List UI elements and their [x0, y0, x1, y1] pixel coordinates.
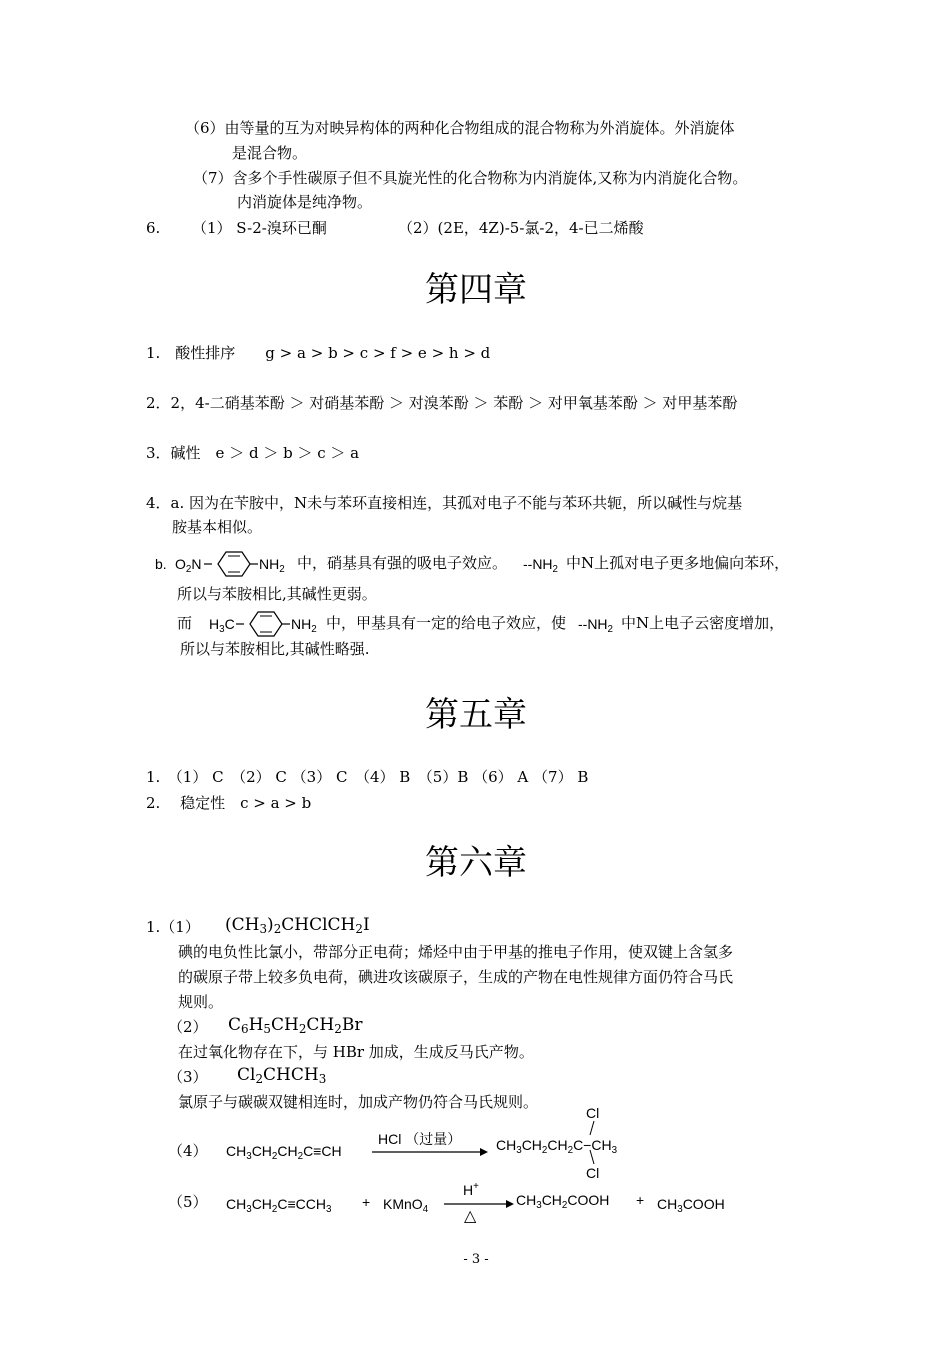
reaction-5-condition-top: H+: [463, 1181, 479, 1198]
question-6-answer-1: （1） S-2-溴环已酮: [192, 219, 327, 237]
amino-group-ref: $--NH_2$: [523, 556, 558, 575]
chapter-5-title: 第五章: [425, 695, 527, 735]
ch6-question-1-text-line-3: 规则。: [178, 993, 224, 1011]
methyl-group-label: $H_3C$: [209, 616, 235, 635]
ch6-question-5-label: （5）: [168, 1193, 208, 1211]
ch6-question-3-formula: $Cl_2CHCH_3$: [237, 1065, 327, 1086]
ch4-question-4b-text-2: 中N上孤对电子更多地偏向苯环，: [566, 554, 790, 572]
amino-group-ref: $--NH_2$: [578, 616, 613, 635]
reaction-5-plus-1: +: [362, 1194, 371, 1210]
reaction-5-condition-bottom: △: [464, 1208, 477, 1225]
reaction-4-chlorine-bottom: Cl: [586, 1165, 600, 1181]
ch6-question-1-text-line-1: 碘的电负性比氯小，带部分正电荷；烯烃中由于甲基的推电子作用，使双键上含氢多: [178, 943, 734, 961]
benzene-ring-icon: [236, 609, 296, 639]
ch4-question-4a-line-2: 胺基本相似。: [172, 518, 263, 536]
ch4-question-3: 3．碱性 e ＞ d ＞ b ＞ c ＞ a: [146, 444, 360, 462]
bond-line-icon: [586, 1121, 598, 1137]
ch4-question-1: 1. 酸性排序 g > a > b > c > f > e > h > d: [146, 344, 491, 362]
ch4-question-4b-line-2: 所以与苯胺相比,其碱性更弱。: [177, 585, 377, 603]
ch6-question-3-label: （3）: [168, 1068, 208, 1086]
ch4-question-2: 2．2，4-二硝基苯酚 ＞ 对硝基苯酚 ＞ 对溴苯酚 ＞ 苯酚 ＞ 对甲氧基苯酚 ＞ 对甲基苯酚: [146, 394, 738, 412]
ch4-question-4c-text-2: 中N上电子云密度增加，: [621, 614, 785, 632]
reaction-4-reagent: HCl （过量）: [378, 1131, 462, 1147]
reaction-5-plus-2: +: [636, 1192, 645, 1208]
ch4-question-4a-line-1: 4．a. 因为在苄胺中，N未与苯环直接相连，其孤对电子不能与苯环共轭，所以碱性与烷基: [146, 494, 743, 512]
ch6-question-4-label: （4）: [168, 1142, 208, 1160]
ch4-question-4c-prefix: 而: [177, 614, 193, 632]
ch6-question-2-text: 在过氧化物存在下，与 HBr 加成，生成反马氏产物。: [178, 1043, 534, 1061]
reaction-4-reactant: $CH_3CH_2CH_2C\equiv CH$: [226, 1143, 342, 1162]
benzene-ring-icon: [204, 549, 264, 579]
chapter-4-title: 第四章: [425, 270, 527, 310]
item-7-line-2: 内消旋体是纯净物。: [237, 193, 373, 211]
item-7-line-1: （7）含多个手性碳原子但不具旋光性的化合物称为内消旋体,又称为内消旋化合物。: [193, 169, 748, 187]
amino-group-label: $NH_2$: [291, 616, 317, 635]
ch4-question-4b-text-1: 中，硝基具有强的吸电子效应。: [297, 554, 508, 572]
ch5-question-1: 1. （1） C （2） C （3） C （4） B （5）B （6） A （7） B: [146, 768, 589, 786]
item-6-line-2: 是混合物。: [232, 144, 308, 162]
ch4-question-4c-line-2: 所以与苯胺相比,其碱性略强.: [180, 640, 370, 658]
reaction-arrow-icon: [444, 1198, 524, 1210]
ch5-question-2: 2. 稳定性 c > a > b: [146, 794, 312, 812]
reaction-4-chlorine-top: Cl: [586, 1105, 600, 1121]
ch4-question-4b-prefix: b.: [155, 556, 167, 572]
reaction-5-kmno4: KMnO$_4$: [383, 1196, 429, 1215]
nitro-group-label: $O_2N$: [175, 556, 202, 575]
amino-group-label: $NH_2$: [259, 556, 285, 575]
reaction-4-product: $CH_3CH_2CH_2C-CH_3$: [496, 1137, 618, 1156]
ch6-question-2-formula: $C_6H_5CH_2CH_2Br$: [228, 1015, 363, 1036]
ch4-question-4c-text-1: 中，甲基具有一定的给电子效应，使: [326, 614, 567, 632]
ch6-question-1-formula: $(CH_3)_2CHClCH_2I$: [225, 915, 370, 936]
reaction-arrow-icon: [372, 1146, 492, 1158]
ch6-question-3-text: 氯原子与碳碳双键相连时，加成产物仍符合马氏规则。: [178, 1093, 539, 1111]
item-6-line-1: （6）由等量的互为对映异构体的两种化合物组成的混合物称为外消旋体。外消旋体: [185, 119, 735, 137]
reaction-5-product-1: $CH_3CH_2COOH$: [516, 1192, 610, 1211]
ch6-question-1-label: 1.（1）: [146, 918, 200, 936]
reaction-5-product-2: $CH_3COOH$: [657, 1196, 725, 1215]
reaction-5-reactant: $CH_3CH_2C\equiv CCH_3$: [226, 1196, 332, 1215]
page-number: - 3 -: [463, 1252, 489, 1267]
chapter-6-title: 第六章: [425, 843, 527, 883]
question-6-number: 6.: [146, 219, 161, 237]
question-6-answer-2: （2）(2E，4Z)-5-氯-2，4-已二烯酸: [398, 219, 644, 237]
ch6-question-2-label: （2）: [168, 1018, 208, 1036]
ch6-question-1-text-line-2: 的碳原子带上较多负电荷，碘进攻该碳原子，生成的产物在电性规律方面仍符合马氏: [178, 968, 734, 986]
